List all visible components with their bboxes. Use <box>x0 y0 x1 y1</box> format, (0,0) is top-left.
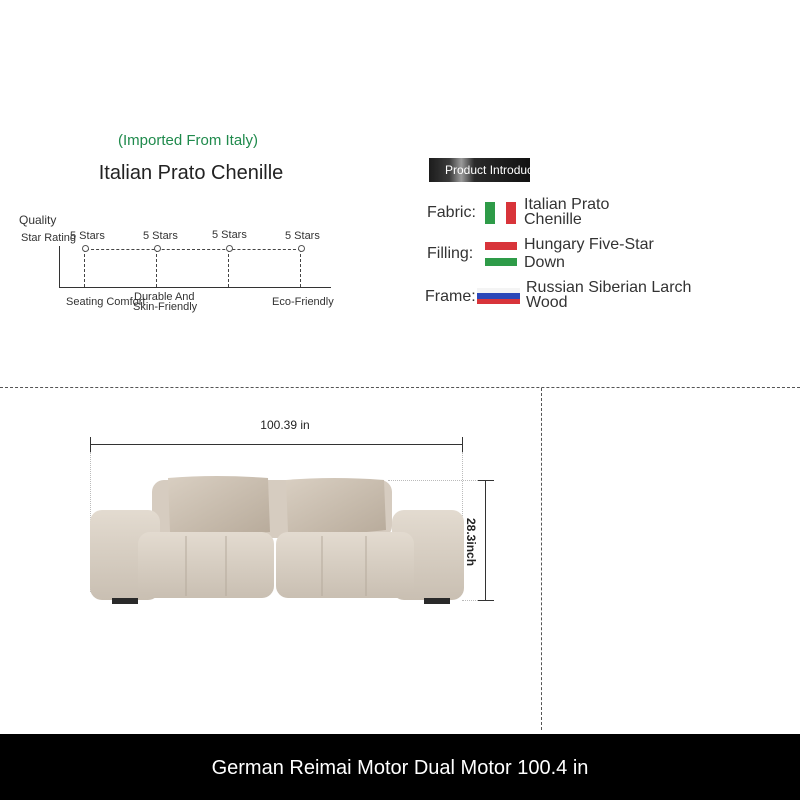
footer-title: German Reimai Motor Dual Motor 100.4 in <box>211 757 589 779</box>
feature-label-eco: Eco-Friendly <box>272 296 334 308</box>
spec-label-filling: Filling: <box>427 245 474 262</box>
spec-value-frame-1: Russian Siberian Larch <box>526 279 692 296</box>
italy-flag-icon <box>485 202 516 224</box>
height-dimension-tick <box>478 600 494 601</box>
rating-bar-extra <box>228 249 229 287</box>
rating-axis-vertical <box>59 246 60 288</box>
spec-label-fabric: Fabric: <box>427 204 476 221</box>
width-dimension-label: 100.39 in <box>260 418 310 432</box>
rating-axis-horizontal <box>59 287 331 288</box>
spec-label-frame: Frame: <box>425 288 476 305</box>
spec-value-frame-2: Wood <box>526 294 568 311</box>
feature-label-seating: Seating Comfort <box>66 296 146 308</box>
rating-dot <box>226 245 233 252</box>
product-intro-tag <box>429 158 553 182</box>
height-dimension-line <box>485 480 486 600</box>
star-label: 5 Stars <box>212 229 247 241</box>
feature-label-durable-1: Durable And <box>134 291 195 303</box>
spec-value-filling-2: Down <box>524 254 565 271</box>
width-dimension-line <box>90 444 463 445</box>
rating-dot <box>154 245 161 252</box>
sofa-image <box>86 470 468 606</box>
rating-dot <box>298 245 305 252</box>
origin-note: (Imported From Italy) <box>117 132 259 149</box>
rating-dot <box>82 245 89 252</box>
spec-value-fabric-2: Chenille <box>524 211 582 228</box>
russia-flag-icon <box>477 288 520 304</box>
section-divider-vertical <box>541 388 542 730</box>
rating-bar-eco <box>300 249 301 287</box>
height-dimension-label: 28.3inch <box>464 518 478 567</box>
width-dimension-tick <box>90 437 91 452</box>
rating-axis-label-quality: Quality <box>19 213 57 227</box>
spec-value-filling-1: Hungary Five-Star <box>524 236 654 253</box>
rating-level-line <box>86 249 301 250</box>
hungary-flag-icon <box>485 242 517 266</box>
rating-axis-label-star: Star Rating <box>21 232 77 244</box>
star-label: 5 Stars <box>143 230 178 242</box>
star-label: 5 Stars <box>70 230 105 242</box>
rating-bar-durable <box>156 249 157 287</box>
section-divider-horizontal <box>0 387 800 388</box>
width-dimension-tick <box>462 437 463 452</box>
fabric-title: Italian Prato Chenille <box>98 162 284 184</box>
height-dimension-tick <box>478 480 494 481</box>
product-intro-tag-text: Product Introduction <box>445 163 553 177</box>
rating-bar-seating <box>84 249 85 287</box>
star-label: 5 Stars <box>285 230 320 242</box>
feature-label-durable-2: Skin-Friendly <box>133 301 198 313</box>
spec-value-fabric-1: Italian Prato <box>524 196 610 213</box>
